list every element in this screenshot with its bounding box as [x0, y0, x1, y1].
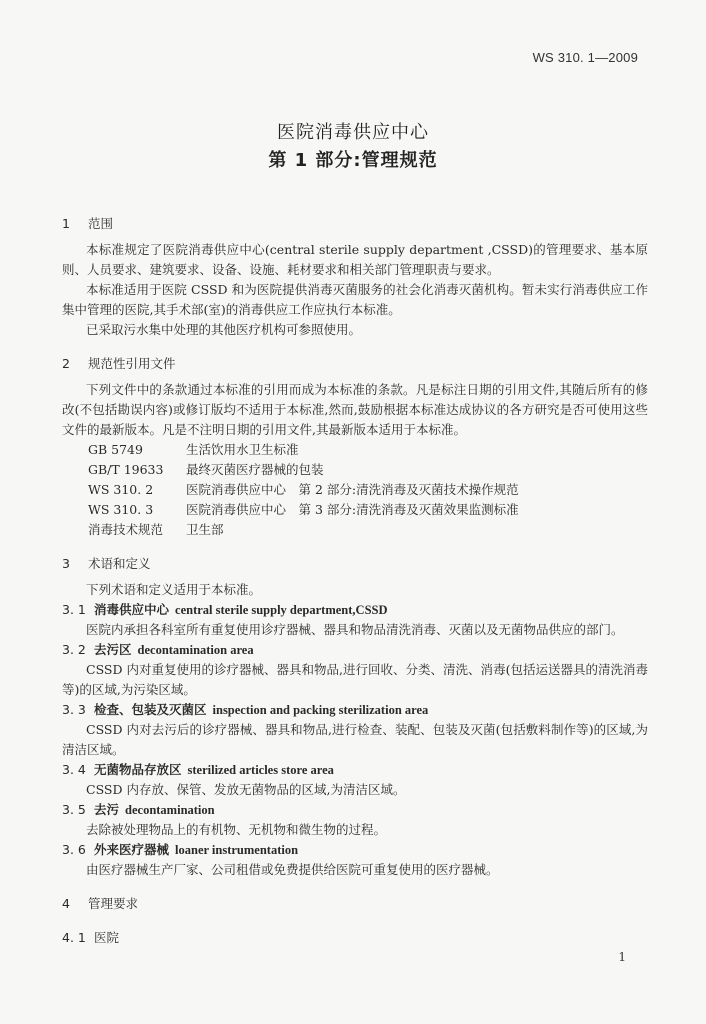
term-definition: 医院内承担各科室所有重复使用诊疗器械、器具和物品清洗消毒、灭菌以及无菌物品供应的部门。	[86, 622, 624, 637]
reference-code: GB/T 19633	[88, 462, 164, 477]
term-number: 3. 1	[62, 602, 86, 617]
section-title: 管理要求	[88, 896, 139, 911]
subsection-heading	[62, 928, 648, 948]
reference-name: 卫生部	[186, 522, 224, 537]
term-english: inspection and packing sterilization area	[212, 703, 429, 717]
term-chinese: 去污区	[94, 642, 132, 657]
section-number: 1	[62, 216, 70, 231]
paragraph: 已采取污水集中处理的其他医疗机构可参照使用。	[86, 322, 362, 337]
term-chinese: 消毒供应中心	[94, 602, 170, 617]
document-title: 医院消毒供应中心	[277, 122, 429, 143]
term-heading	[62, 840, 648, 860]
paragraph: 下列术语和定义适用于本标准。	[86, 582, 262, 597]
reference-code: WS 310. 2	[88, 482, 154, 497]
section-title: 规范性引用文件	[88, 356, 176, 371]
reference-code: 消毒技术规范	[88, 522, 164, 537]
section-heading	[62, 554, 648, 574]
reference-name: 最终灭菌医疗器械的包装	[186, 462, 324, 477]
term-chinese: 外来医疗器械	[94, 842, 170, 857]
subsection-number: 4. 1	[62, 930, 86, 945]
section-heading	[62, 354, 648, 374]
document-subtitle: 第 1 部分:管理规范	[268, 150, 438, 171]
term-chinese: 无菌物品存放区	[94, 762, 182, 777]
reference-item	[88, 460, 648, 480]
reference-item	[88, 440, 648, 460]
term-english: sterilized articles store area	[187, 763, 334, 777]
term-heading	[62, 640, 648, 660]
section-heading	[62, 214, 648, 234]
term-english: decontamination area	[137, 643, 254, 657]
reference-item	[88, 500, 648, 520]
term-english: loaner instrumentation	[175, 843, 299, 857]
standard-number: WS 310. 1—2009	[532, 50, 638, 65]
term-definition: 去除被处理物品上的有机物、无机物和微生物的过程。	[86, 822, 387, 837]
term-chinese: 去污	[94, 802, 120, 817]
term-heading	[62, 800, 648, 820]
page-number: 1	[618, 950, 626, 964]
term-english: decontamination	[125, 803, 215, 817]
section-title: 范围	[88, 216, 114, 231]
term-definition: CSSD 内对去污后的诊疗器械、器具和物品,进行检查、装配、包装及灭菌(包括敷料制作等)的区域,为清洁区域。	[62, 722, 648, 757]
reference-list	[88, 440, 648, 540]
term-number: 3. 6	[62, 842, 86, 857]
reference-name: 医院消毒供应中心 第 2 部分:清洗消毒及灭菌技术操作规范	[186, 482, 519, 497]
reference-name: 医院消毒供应中心 第 3 部分:清洗消毒及灭菌效果监测标准	[186, 502, 519, 517]
section-number: 3	[62, 556, 70, 571]
term-number: 3. 3	[62, 702, 86, 717]
document-body	[62, 214, 648, 948]
paragraph: 本标准适用于医院 CSSD 和为医院提供消毒灭菌服务的社会化消毒灭菌机构。暂未实行消毒供应工作集中管理的医院,其手术部(室)的消毒供应工作应执行本标准。	[62, 282, 648, 317]
reference-name: 生活饮用水卫生标准	[186, 442, 299, 457]
term-number: 3. 2	[62, 642, 86, 657]
paragraph: 下列文件中的条款通过本标准的引用而成为本标准的条款。凡是标注日期的引用文件,其随后所有的修改(不包括勘误内容)或修订版均不适用于本标准,然而,鼓励根据本标准达成协议的各方研究是否可使用这些文件的最新版本。凡是不注明日期的引用文件,其最新版本适用于本标准。	[62, 382, 648, 437]
term-english: central sterile supply department,CSSD	[175, 603, 388, 617]
section-number: 4	[62, 896, 70, 911]
section-heading	[62, 894, 648, 914]
section-number: 2	[62, 356, 70, 371]
reference-item	[88, 480, 648, 500]
reference-item	[88, 520, 648, 540]
section-title: 术语和定义	[88, 556, 151, 571]
term-number: 3. 5	[62, 802, 86, 817]
term-chinese: 检查、包装及灭菌区	[94, 702, 207, 717]
term-definition: 由医疗器械生产厂家、公司租借或免费提供给医院可重复使用的医疗器械。	[86, 862, 499, 877]
subsection-title: 医院	[94, 930, 120, 945]
term-heading	[62, 700, 648, 720]
reference-code: WS 310. 3	[88, 502, 154, 517]
reference-code: GB 5749	[88, 442, 143, 457]
term-definition: CSSD 内存放、保管、发放无菌物品的区域,为清洁区域。	[86, 782, 406, 797]
term-number: 3. 4	[62, 762, 86, 777]
term-definition: CSSD 内对重复使用的诊疗器械、器具和物品,进行回收、分类、清洗、消毒(包括运送器具的清洗消毒等)的区域,为污染区域。	[62, 662, 648, 697]
term-heading	[62, 760, 648, 780]
term-heading	[62, 600, 648, 620]
paragraph: 本标准规定了医院消毒供应中心(central sterile supply department ,CSSD)的管理要求、基本原则、人员要求、建筑要求、设备、设施、耗材要求和相关部门管理职责与要求。	[62, 242, 648, 277]
